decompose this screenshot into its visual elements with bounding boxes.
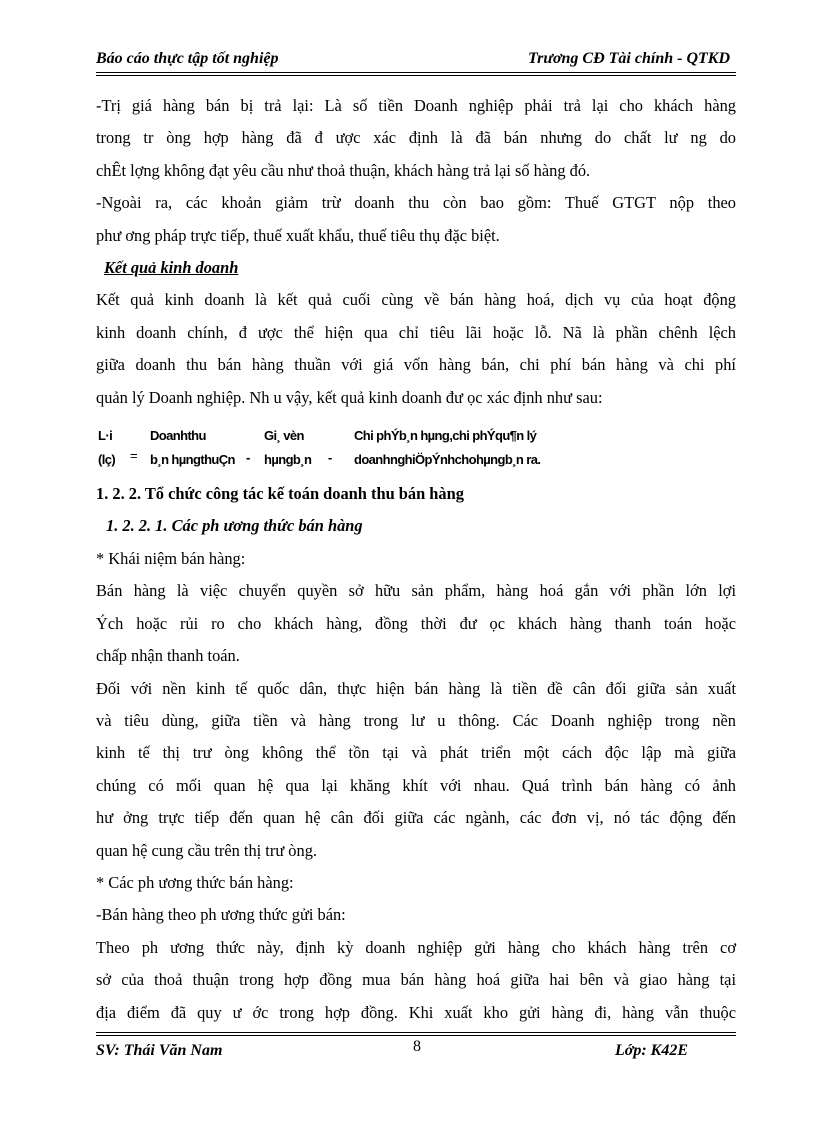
paragraph-line: -Trị giá hàng bán bị trả lại: Là số tiền Doanh nghiệp phải trả lại cho khách hàng (96, 96, 736, 115)
paragraph-line: kinh tế thị trư òng không thể tồn tại và phát triển một cách độc lập mà giữa (96, 743, 736, 763)
formula-giavon: Gi¸ vèn (264, 428, 304, 444)
section-heading-1-2-2-1: 1. 2. 2. 1. Các ph ương thức bán hàng (106, 516, 363, 536)
document-body (96, 90, 736, 1029)
formula-banhangthuan: b¸n hµngthuÇn (150, 452, 235, 468)
paragraph-line: địa điểm đã quy ư ớc trong hợp đồng. Khi xuất kho gửi hàng đi, hàng vẫn thuộc (96, 1002, 736, 1022)
paragraph-line: quan hệ cung cầu trên thị trư òng. (96, 840, 317, 860)
paragraph-line: -Ngoài ra, các khoản giảm trừ doanh thu còn bao gồm: Thuế GTGT nộp theo (96, 193, 736, 213)
section-heading-ketqua: Kết quả kinh doanh (104, 258, 239, 278)
header-report-title: Báo cáo thực tập tốt nghiệp (96, 50, 279, 67)
page-footer (96, 1038, 736, 1064)
bullet-khai-niem: * Khái niệm bán hàng: (96, 548, 246, 568)
header-school-name: Trương CĐ Tài chính - QTKD (527, 50, 730, 67)
profit-formula (96, 414, 736, 478)
paragraph-line: chÊt lợng không đạt yêu cầu như thoả thuận, khách hàng trả lại số hàng đó. (96, 160, 591, 180)
header-rule-bottom (96, 75, 736, 76)
footer-rule-top (96, 1032, 736, 1033)
paragraph-line: kinh doanh chính, đ ược thể hiện qua chỉ tiêu lãi hoặc lỗ. Nã là phần chênh lệch (96, 322, 736, 342)
paragraph-line: chúng có mối quan hệ qua lại khăng khít với nhau. Quá trình bán hàng có ảnh (96, 775, 736, 795)
paragraph-line: sở của thoả thuận trong hợp đồng mua bán hàng hoá giữa hai bên và giao hàng tại (96, 970, 736, 990)
page-header (96, 50, 734, 72)
formula-minus-2: - (328, 450, 332, 466)
paragraph-line: và tiêu dùng, giữa tiền và hàng trong lư u thông. Các Doanh nghiệp trong nền (96, 710, 736, 730)
formula-chiphi: Chi phÝb¸n hµng,chi phÝqu¶n lý (354, 428, 537, 444)
header-rule-top (96, 72, 736, 73)
paragraph-line: Bán hàng là việc chuyển quyền sở hữu sản phẩm, hàng hoá gắn với phần lớn lợi (96, 581, 736, 601)
bullet-cac-phuong-thuc: * Các ph ương thức bán hàng: (96, 872, 294, 892)
footer-rule-bottom (96, 1035, 736, 1036)
paragraph-line: Đối với nền kinh tế quốc dân, thực hiện bán hàng là tiền đề cân đối giữa sản xuất (96, 678, 736, 698)
footer-student-name: SV: Thái Văn Nam (96, 1042, 223, 1059)
formula-equals: = (130, 448, 137, 464)
paragraph-line: hư ởng trực tiếp đến quan hệ cân đối giữa các ngành, các đơn vị, nó tác động đến (96, 808, 736, 828)
formula-doanhnghiep: doanhnghiÖpÝnhchohµngb¸n ra. (354, 452, 541, 468)
paragraph-line: chấp nhận thanh toán. (96, 646, 240, 666)
formula-doanhthu: Doanhthu (150, 428, 206, 444)
paragraph-line: trong tr òng hợp hàng đã đ ược xác định là đã bán nhưng do chất lư ng do (96, 128, 736, 148)
formula-minus-1: - (246, 450, 250, 466)
paragraph-line: giữa doanh thu bán hàng thuần với giá vốn hàng bán, chi phí bán hàng và chi phí (96, 355, 736, 375)
page-number: 8 (413, 1038, 421, 1055)
footer-class: Lớp: K42E (614, 1042, 688, 1059)
paragraph-line: Kết quả kinh doanh là kết quả cuối cùng về bán hàng hoá, dịch vụ của hoạt động (96, 290, 736, 310)
formula-lai: L·i (98, 428, 113, 444)
paragraph-gui-ban: -Bán hàng theo ph ương thức gửi bán: (96, 905, 346, 925)
paragraph-line: Ých hoặc rủi ro cho khách hàng, đồng thời đư ọc khách hàng thanh toán hoặc (96, 613, 736, 633)
section-heading-1-2-2: 1. 2. 2. Tổ chức công tác kế toán doanh thu bán hàng (96, 484, 464, 504)
paragraph-line: phư ơng pháp trực tiếp, thuế xuất khẩu, thuế tiêu thụ đặc biệt. (96, 225, 500, 245)
formula-hangban: hµngb¸n (264, 452, 312, 468)
paragraph-line: Theo ph ương thức này, định kỳ doanh nghiệp gửi hàng cho khách hàng trên cơ (96, 937, 736, 957)
formula-lo: (lç) (98, 452, 116, 468)
paragraph-line: quản lý Doanh nghiệp. Nh u vậy, kết quả kinh doanh đư ọc xác định như sau: (96, 387, 603, 407)
